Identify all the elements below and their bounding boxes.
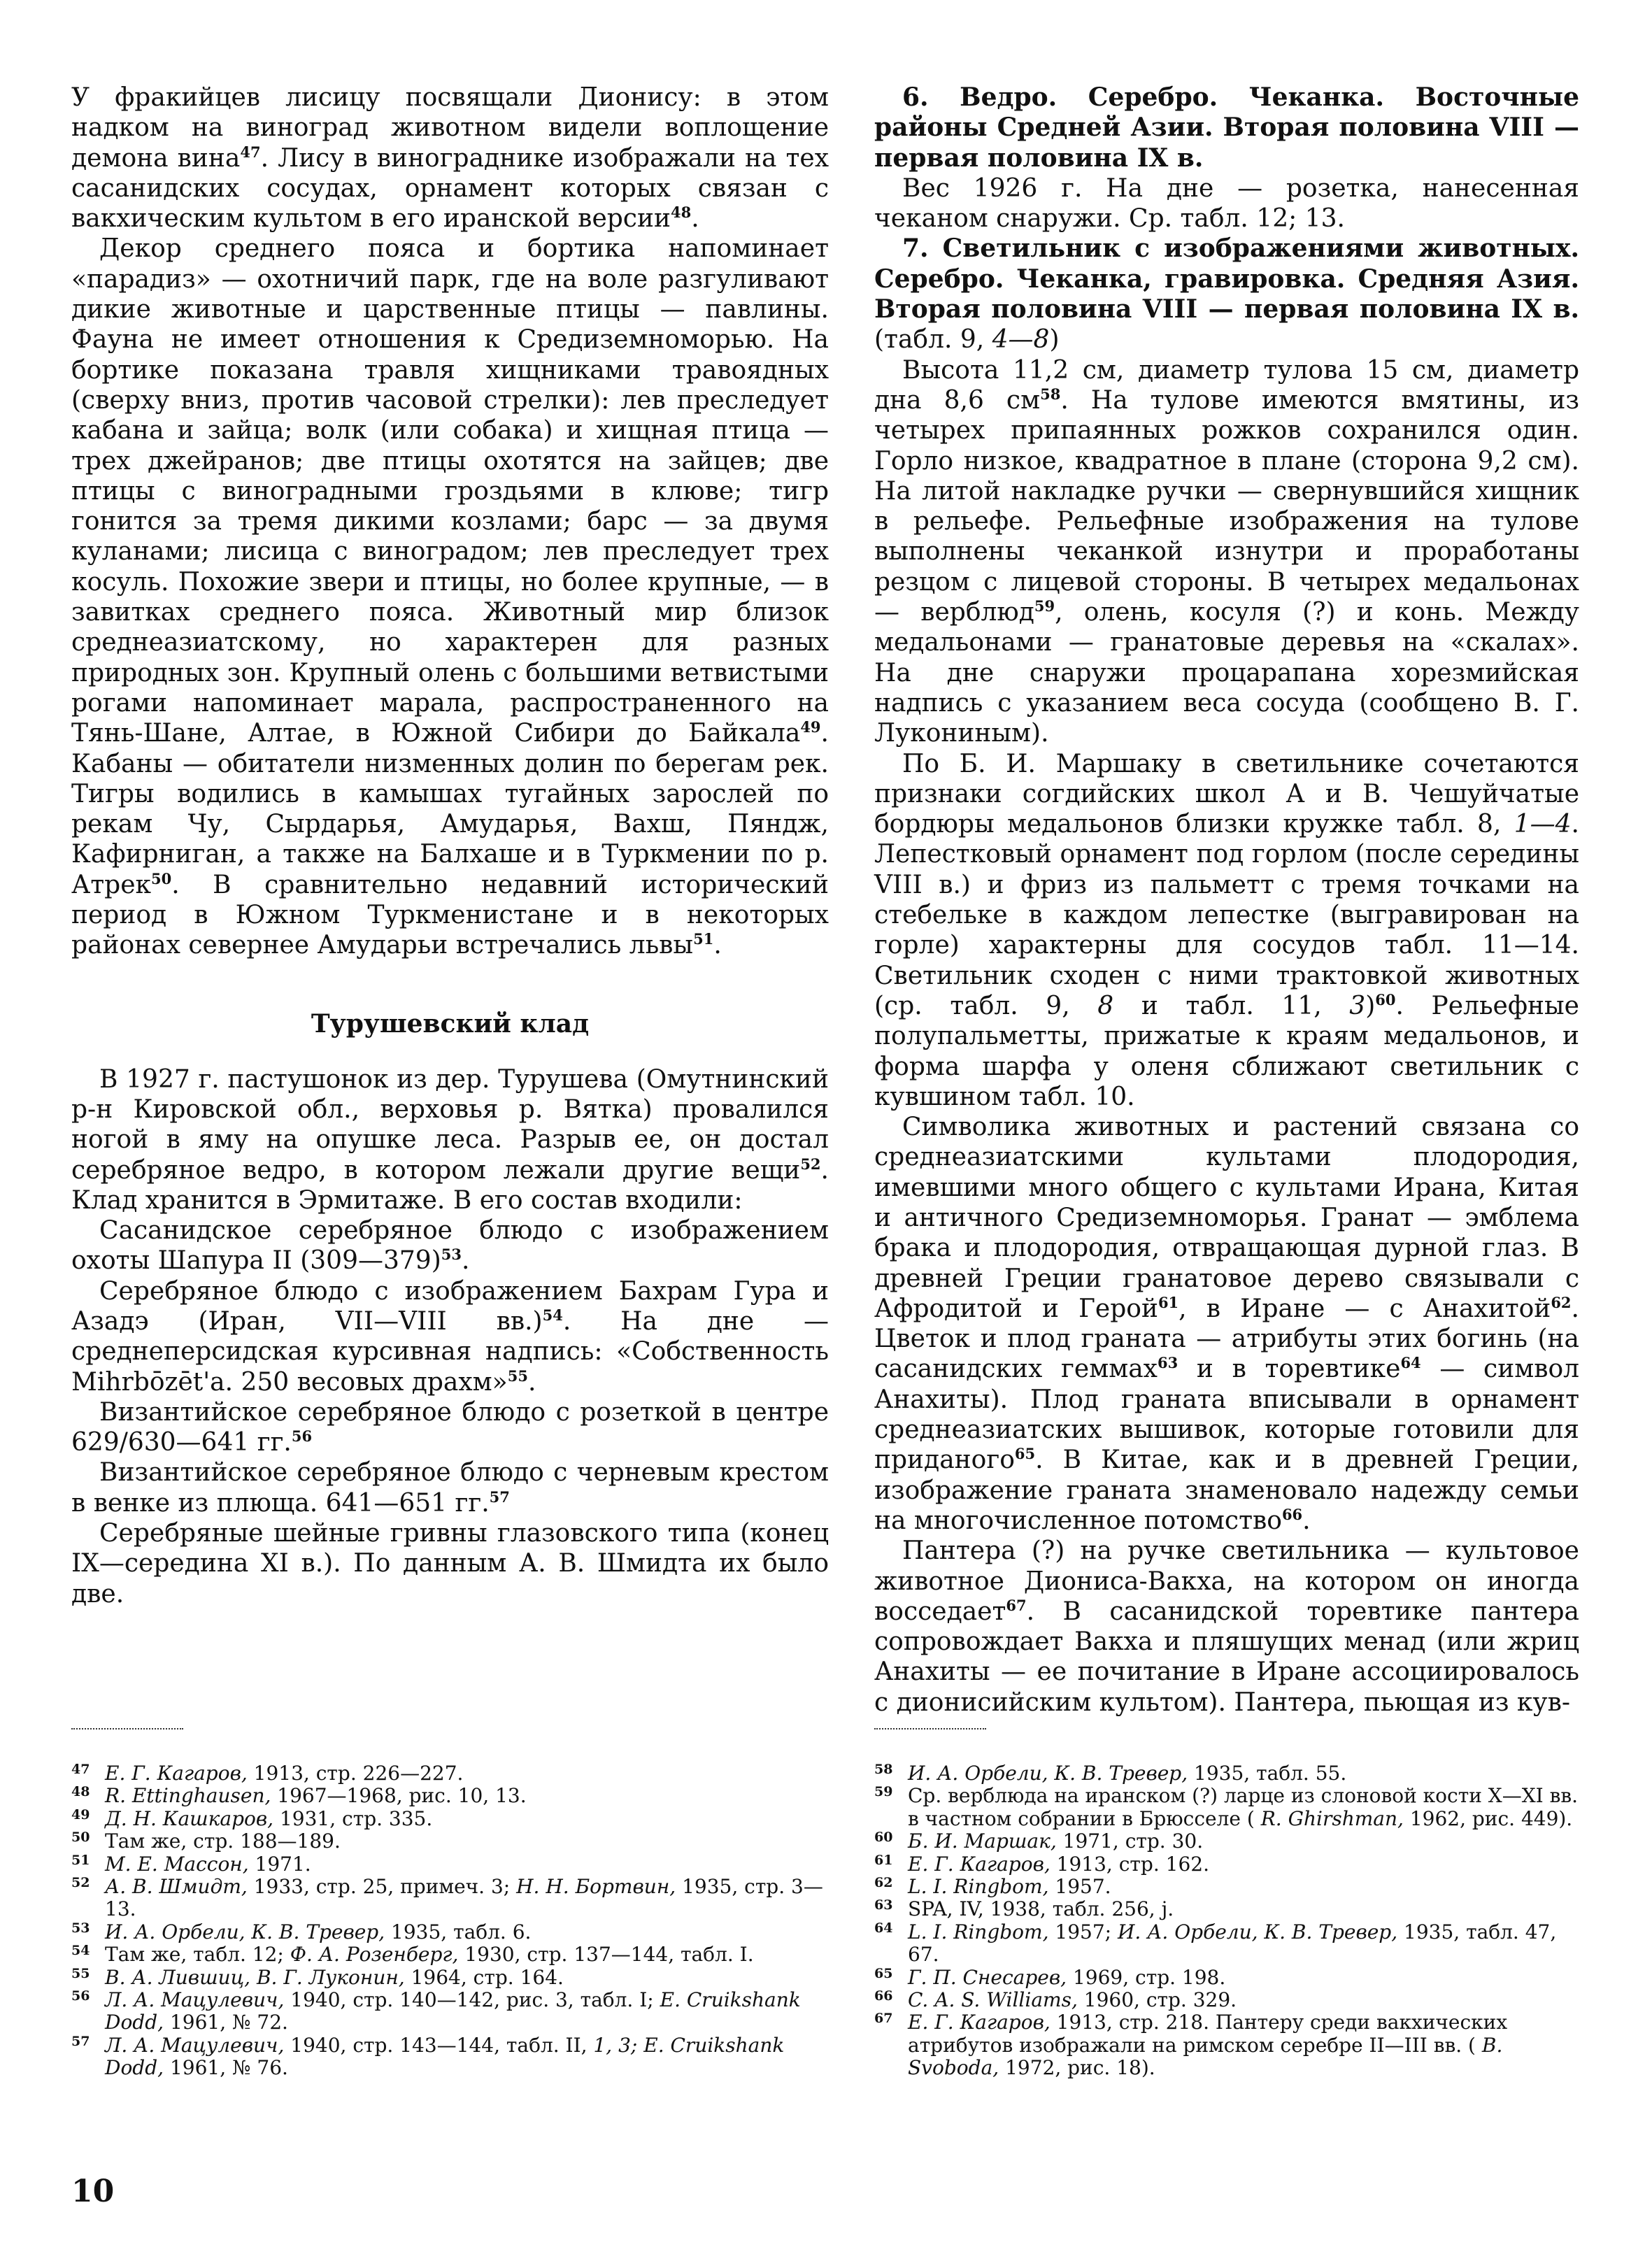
paragraph: Серебряное блюдо с изображением Бахрам Гура и Азадэ (Иран, VII—VIII вв.)$^{54}$. На дне — среднеперсидская курсивная надпись: «Собственность Mihrbōzēt'a. 250 весовых драхм»$^{55}$. [71,1276,829,1397]
footnote-author: Д. Н. Кашкаров, [105,1806,274,1830]
footnote-author: М. Е. Массон, [105,1852,249,1876]
footnote-ref[interactable]: 59 [1034,597,1055,615]
footnote-author: В. А. Лившиц, В. Г. Луконин, [105,1965,405,1989]
footnote [874,1921,1579,1967]
footnote-number: 50 [71,1829,90,1846]
paragraph: Византийское серебряное блюдо с черневым крестом в венке из плюща. 641—651 гг.$^{57}$ [71,1458,829,1518]
paragraph: Сасанидское серебряное блюдо с изображением охоты Шапура II (309—379)$^{53}$. [71,1216,829,1276]
footnote-ref[interactable]: 47 [240,143,261,161]
footnote-text: 1913, стр. 226—227. [253,1762,464,1785]
footnote-ref[interactable]: 62 [1551,1293,1572,1311]
left-column [71,83,829,1609]
footnote-ref[interactable]: 49 [800,718,821,736]
footnote-text: 1931, стр. 335. [279,1806,433,1830]
footnote-text: 1962, рис. 449). [1409,1806,1573,1830]
footnote-text: 1913, стр. 162. [1056,1852,1209,1876]
paragraph: Декор среднего пояса и бортика напоминает «парадиз» — охотничий парк, где на воле разгуливают дикие животные и царственные птицы — павлины. Фауна не имеет отношения к Средиземноморью. На бортике показана травля хищниками травоядных (сверху вниз, против часовой стрелки): лев преследует кабана и зайца; волк (или собака) и хищная птица — трех джейранов; две птицы охотятся на зайцев; две птицы с виноградными гроздьями в клюве; тигр гонится за тремя дикими козлами; барс — за двумя куланами; лисица с виноградом; лев преследует трех косуль. Похожие звери и птицы, но более крупные, — в завитках среднего пояса. Животный мир близок среднеазиатскому, но характерен для разных природных зон. Крупный олень с большими ветвистыми рогами напоминает марала, распространенного на Тянь-Шане, Алтае, в Южной Сибири до Байкала$^{49}$. Кабаны — обитатели низменных долин по берегам рек. Тигры водились в камышах тугайных зарослей по рекам Чу, Сырдарья, Амударья, Вахш, Пяндж, Кафирниган, а также на Балхаше и в Туркмении по р. Атрек$^{50}$. В сравнительно недавний исторический период в Южном Туркменистане и в некоторых районах севернее Амударьи встречались львы$^{51}$. [71,234,829,960]
footnote-number: 55 [71,1965,90,1981]
footnote-text: 1935, табл. 55. [1194,1762,1347,1785]
footnote-ref[interactable]: 50 [151,869,172,887]
footnote-author: Б. И. Маршак, [908,1829,1057,1853]
footnote-author: А. В. Шмидт, [105,1875,248,1899]
paragraph: В 1927 г. пастушонок из дер. Турушева (Омутнинский р-н Кировской обл., верховья р. Вятка) провалился ногой в яму на опушке леса. Разрыв ее, он достал серебряное ведро, в котором лежали другие вещи$^{52}$. Клад хранится в Эрмитаже. В его состав входили: [71,1064,829,1215]
footnote-text: 1961, № 76. [169,2056,288,2080]
footnote-author: Г. П. Снесарев, [908,1965,1067,1989]
footnote-author: B. Svoboda, [908,2033,1503,2080]
footnote [874,2011,1579,2079]
paragraph: Серебряные шейные гривны глазовского типа (конец IX—середина XI в.). По данным А. В. Шмидта их было две. [71,1519,829,1609]
paragraph: Вес 1926 г. На дне — розетка, нанесенная чеканом снаружи. Ср. табл. 12; 13. [874,173,1579,234]
footnote-author: C. A. S. Williams, [908,1988,1078,2012]
footnote-ref[interactable]: 60 [1375,990,1396,1008]
footnote-ref[interactable]: 64 [1400,1354,1421,1372]
footnote-number: 56 [71,1988,90,2004]
footnote-ref[interactable]: 67 [1006,1596,1027,1614]
footnote-ref[interactable]: 51 [693,930,714,948]
footnote-text: 1967—1968, рис. 10, 13. [277,1784,527,1808]
footnote-number: 67 [874,2011,893,2027]
footnote-ref[interactable]: 58 [1040,385,1061,403]
footnote-text: 1935, стр. 3—13. [105,1875,823,1921]
footnote-ref[interactable]: 52 [800,1155,821,1173]
footnote-author: E. Cruikshank Dodd, [105,1988,801,2034]
catalog-entry-title: 6. Ведро. Серебро. Чеканка. Восточные районы Средней Азии. Вторая половина VIII — первая половина IX в. [874,83,1579,173]
footnote-ref[interactable]: 63 [1157,1354,1179,1372]
footnote-ref[interactable]: 57 [489,1488,510,1506]
footnote [71,1989,829,2034]
footnote-text: 1961, № 72. [169,2011,288,2034]
footnote-author: R. Ettinghausen, [105,1784,271,1808]
footnote-number: 65 [874,1965,893,1981]
footnote [71,1943,829,1966]
footnote-number: 59 [874,1784,893,1800]
footnote-text: 1969, стр. 198. [1072,1965,1226,1989]
footnote [71,1967,829,1989]
footnote-author: Е. Г. Кагаров, [105,1762,248,1785]
footnote-divider [71,1728,183,1729]
footnote-number: 53 [71,1920,90,1936]
footnote-number: 52 [71,1875,90,1891]
footnote-number: 63 [874,1897,893,1913]
footnote [874,1989,1579,2011]
paragraph: Пантера (?) на ручке светильника — культовое животное Диониса-Вакха, на котором он иногда восседает$^{67}$. В сасанидской торевтике пантера сопровождает Вакха и пляшущих менад (или жриц Анахиты — ее почитание в Иране ассоциировалось с дионисийским культом). Пантера, пьющая из кув- [874,1536,1579,1717]
footnote [874,1853,1579,1876]
footnote-number: 60 [874,1829,893,1846]
footnote-text: 1960, стр. 329. [1083,1988,1237,2012]
footnote [71,2034,829,2080]
footnote-text: 1972, рис. 18). [1005,2056,1155,2080]
footnote-number: 64 [874,1920,893,1936]
footnote-number: 51 [71,1852,90,1868]
footnote [874,1876,1579,1898]
footnote-ref[interactable]: 53 [441,1246,462,1264]
footnote-text: 1935, табл. 6. [391,1920,532,1943]
footnote-author: И. А. Орбели, К. В. Тревер, [105,1920,385,1943]
right-column [874,83,1579,1718]
footnote-number: 57 [71,2033,90,2049]
footnote-author: L. I. Ringbom, [908,1920,1049,1943]
footnote-author: E. Cruikshank Dodd, [105,2033,785,2080]
footnote-author: Е. Г. Кагаров, [908,2011,1051,2034]
footnote-author: L. I. Ringbom, [908,1875,1049,1899]
footnote-text: 1957. [1055,1875,1111,1899]
footnote-ref[interactable]: 54 [542,1306,563,1324]
footnote-author: Е. Г. Кагаров, [908,1852,1051,1876]
footnote-divider [874,1728,986,1729]
footnote-number: 58 [874,1762,893,1777]
footnote-text: 1930, стр. 137—144, табл. I. [464,1943,754,1967]
footnote-author: 1, 3; [593,2033,638,2057]
footnote [874,1898,1579,1920]
footnote-number: 66 [874,1988,893,2004]
footnote-author: Л. А. Мацулевич, [105,1988,285,2012]
footnote-ref[interactable]: 48 [670,204,692,222]
footnote-number: 49 [71,1806,90,1823]
footnote-author: И. А. Орбели, К. В. Тревер, [908,1762,1188,1785]
footnote-author: Н. Н. Бортвин, [516,1875,676,1899]
footnote-number: 54 [71,1943,90,1959]
paragraph: Символика животных и растений связана со среднеазиатскими культами плодородия, имевшими много общего с культами Ирана, Китая и античного Средиземноморья. Гранат — эмблема брака и плодородия, отвращающая дурной глаз. В древней Греции гранатовое дерево связывали с Афродитой и Герой$^{61}$, в Иране — с Анахитой$^{62}$. Цветок и плод граната — атрибуты этих богинь (на сасанидских геммах$^{63}$ и в торевтике$^{64}$ — символ Анахиты). Плод граната вписывали в орнамент среднеазиатских вышивок, которые готовили для приданого$^{65}$. В Китае, как и в древней Греции, изображение граната знаменовало надежду семьи на многочисленное потомство$^{66}$. [874,1113,1580,1535]
footnote-author: Л. А. Мацулевич, [105,2033,285,2057]
footnote-text: 1935, табл. 47, 67. [908,1920,1557,1967]
page-number: 10 [71,2174,115,2209]
catalog-entry-title: 7. Светильник с изображениями животных. Серебро. Чеканка, гравировка. Средняя Азия. Вторая половина VIII — первая половина IX в. (табл. 9, 4—8) [874,234,1579,355]
section-title: Турушевский клад [311,1008,590,1039]
footnote-text: SPA, IV, 1938, табл. 256, j. [908,1897,1174,1921]
footnote-ref[interactable]: 66 [1281,1505,1303,1523]
paragraph: Византийское серебряное блюдо с розеткой в центре 629/630—641 гг.$^{56}$ [71,1397,829,1457]
footnote-number: 48 [71,1784,90,1800]
footnote-ref[interactable]: 56 [291,1427,313,1446]
footnote-text: 1933, стр. 25, примеч. 3; [253,1875,511,1899]
footnote-text: 1913, стр. 218. Пантеру среди вакхических атрибутов изображали на римском серебре II—III вв. ( [908,2011,1508,2057]
footnote-ref[interactable]: 61 [1158,1293,1179,1311]
footnote [71,1876,829,1921]
footnote-ref[interactable]: 55 [507,1367,528,1385]
footnote [71,1921,829,1943]
footnote-text: Там же, стр. 188—189. [105,1829,341,1853]
paragraph: У фракийцев лисицу посвящали Дионису: в этом надком на виноград животном видели воплощение демона вина$^{47}$. Лису в винограднике изображали на тех сасанидских сосудах, орнамент которых связан с вакхическим культом в его иранской версии$^{48}$. [71,83,829,234]
footnote-number: 62 [874,1875,893,1891]
footnote-ref[interactable]: 65 [1014,1445,1036,1463]
paragraph: По Б. И. Маршаку в светильнике сочетаются признаки согдийских школ А и В. Чешуйчатые бордюры медальонов близки кружке табл. 8, 1—4. Лепестковый орнамент под горлом (после середины VIII в.) и фриз из пальметт с тремя точками на стебельке в каждом лепестке (выгравирован на горле) характерны для сосудов табл. 11—14. Светильник сходен с ними трактовкой животных (ср. табл. 9, 8 и табл. 11, 3)$^{60}$. Рельефные полупальметты, прижатые к краям медальонов, и форма шарфа у оленя сближают светильник с кувшином табл. 10. [874,749,1579,1111]
footnote-text: 1971, стр. 30. [1062,1829,1204,1853]
footnote-text: Ср. верблюда на иранском (?) ларце из слоновой кости X—XI вв. в частном собрании в Брюсселе ( [908,1784,1579,1830]
footnote [874,1785,1579,1830]
footnote-author: И. А. Орбели, К. В. Тревер, [1118,1920,1398,1943]
footnote-text: Там же, табл. 12; [105,1943,284,1967]
footnote-number: 47 [71,1762,90,1777]
footnote [71,1830,829,1853]
footnote [71,1762,829,1785]
footnote [71,1853,829,1876]
footnote [874,1762,1579,1785]
paragraph: Высота 11,2 см, диаметр тулова 15 см, диаметр дна 8,6 $см^{58}$. На тулове имеются вмятины, из четырех припаянных рожков сохранился один. Горло низкое, квадратное в плане (сторона 9,2 см). На литой накладке ручки — свернувшийся хищник в рельефе. Рельефные изображения на тулове выполнены чеканкой изнутри и проработаны резцом с лицевой стороны. В четырех медальонах — верблюд$^{59}$, олень, косуля (?) и конь. Между медальонами — гранатовые деревья на «скалах». На дне снаружи процарапана хорезмийская надпись с указанием веса сосуда (сообщено В. Г. Лукониным). [874,355,1579,748]
footnote-text: 1971. [255,1852,311,1876]
footnote-number: 61 [874,1852,893,1868]
footnote-author: R. Ghirshman, [1260,1806,1404,1830]
footnote [874,1830,1579,1853]
footnote [874,1967,1579,1989]
footnotes-right [874,1762,1579,2080]
footnote-text: 1940, стр. 143—144, табл. II, [290,2033,588,2057]
footnote [71,1785,829,1807]
footnote-text: 1957; [1055,1920,1112,1943]
footnote [71,1808,829,1830]
footnotes-left [71,1762,829,2080]
footnote-text: 1940, стр. 140—142, рис. 3, табл. I; [290,1988,654,2012]
footnote-text: 1964, стр. 164. [411,1965,564,1989]
footnote-author: Ф. А. Розенберг, [290,1943,459,1967]
